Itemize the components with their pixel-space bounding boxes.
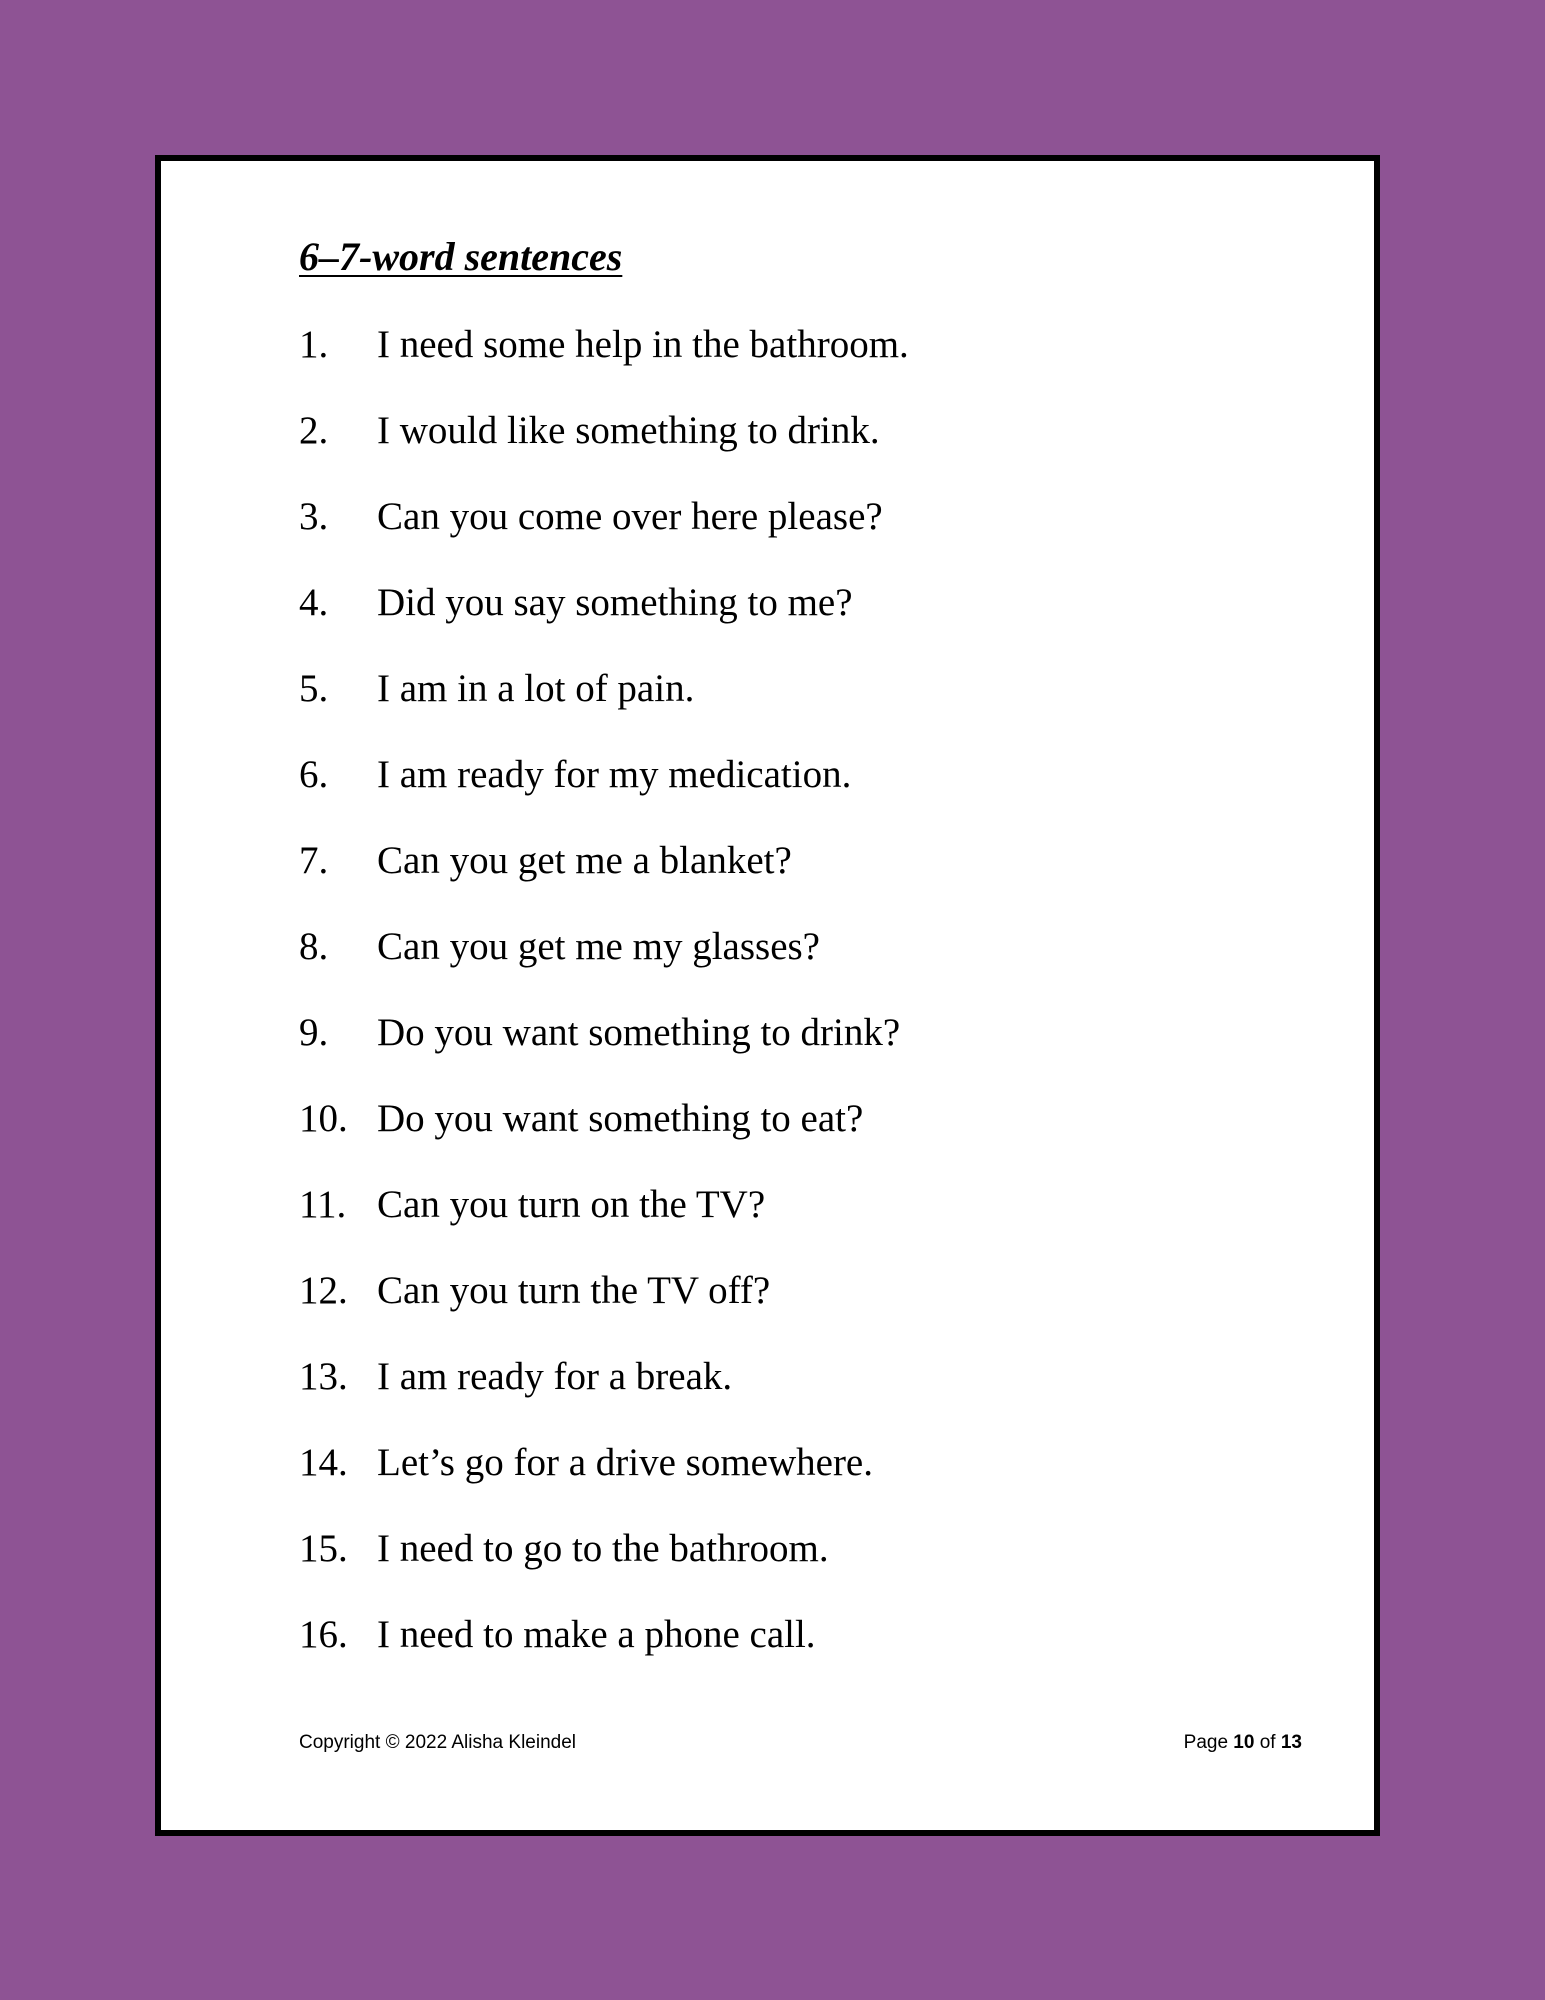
list-item bbox=[299, 1357, 909, 1443]
item-text: Did you say something to me? bbox=[377, 581, 853, 624]
page-number bbox=[1184, 1733, 1302, 1752]
of-word: of bbox=[1259, 1732, 1276, 1753]
item-text: Can you get me my glasses? bbox=[377, 925, 820, 968]
list-item bbox=[299, 497, 909, 583]
item-number: 16. bbox=[299, 1613, 348, 1656]
list-item bbox=[299, 755, 909, 841]
item-number: 14. bbox=[299, 1441, 348, 1484]
list-item bbox=[299, 1185, 909, 1271]
item-number: 12. bbox=[299, 1269, 348, 1312]
item-number: 8. bbox=[299, 925, 329, 968]
item-text: Can you turn on the TV? bbox=[377, 1183, 766, 1226]
item-text: I would like something to drink. bbox=[377, 409, 880, 452]
list-item bbox=[299, 841, 909, 927]
item-number: 5. bbox=[299, 667, 329, 710]
list-item bbox=[299, 1529, 909, 1615]
item-number: 6. bbox=[299, 753, 329, 796]
list-item bbox=[299, 669, 909, 755]
list-item bbox=[299, 927, 909, 1013]
document-page bbox=[155, 155, 1380, 1836]
item-number: 10. bbox=[299, 1097, 348, 1140]
item-text: Do you want something to drink? bbox=[377, 1011, 901, 1054]
list-item bbox=[299, 1443, 909, 1529]
copyright-notice: Copyright © 2022 Alisha Kleindel bbox=[299, 1732, 577, 1753]
item-number: 15. bbox=[299, 1527, 348, 1570]
list-item bbox=[299, 1099, 909, 1185]
page-total: 13 bbox=[1280, 1732, 1302, 1753]
item-number: 11. bbox=[299, 1183, 347, 1226]
item-text: I need to go to the bathroom. bbox=[377, 1527, 829, 1570]
item-text: I am ready for my medication. bbox=[377, 753, 852, 796]
item-number: 2. bbox=[299, 409, 329, 452]
item-text: Can you turn the TV off? bbox=[377, 1269, 771, 1312]
item-text: I am ready for a break. bbox=[377, 1355, 733, 1398]
page-heading: 6–7-word sentences bbox=[299, 234, 623, 279]
item-text: Do you want something to eat? bbox=[377, 1097, 864, 1140]
item-text: I need to make a phone call. bbox=[377, 1613, 816, 1656]
item-number: 9. bbox=[299, 1011, 329, 1054]
item-number: 4. bbox=[299, 581, 329, 624]
item-text: Can you come over here please? bbox=[377, 495, 883, 538]
item-text: I am in a lot of pain. bbox=[377, 667, 695, 710]
list-item bbox=[299, 1615, 909, 1701]
item-text: I need some help in the bathroom. bbox=[377, 323, 909, 366]
item-number: 1. bbox=[299, 323, 329, 366]
list-item bbox=[299, 411, 909, 497]
item-number: 3. bbox=[299, 495, 329, 538]
sentence-list bbox=[299, 325, 909, 1701]
item-number: 7. bbox=[299, 839, 329, 882]
page-current: 10 bbox=[1233, 1732, 1255, 1753]
page-word: Page bbox=[1183, 1732, 1229, 1753]
list-item bbox=[299, 325, 909, 411]
item-number: 13. bbox=[299, 1355, 348, 1398]
item-text: Let’s go for a drive somewhere. bbox=[377, 1441, 873, 1484]
list-item bbox=[299, 1271, 909, 1357]
list-item bbox=[299, 583, 909, 669]
list-item bbox=[299, 1013, 909, 1099]
item-text: Can you get me a blanket? bbox=[377, 839, 792, 882]
